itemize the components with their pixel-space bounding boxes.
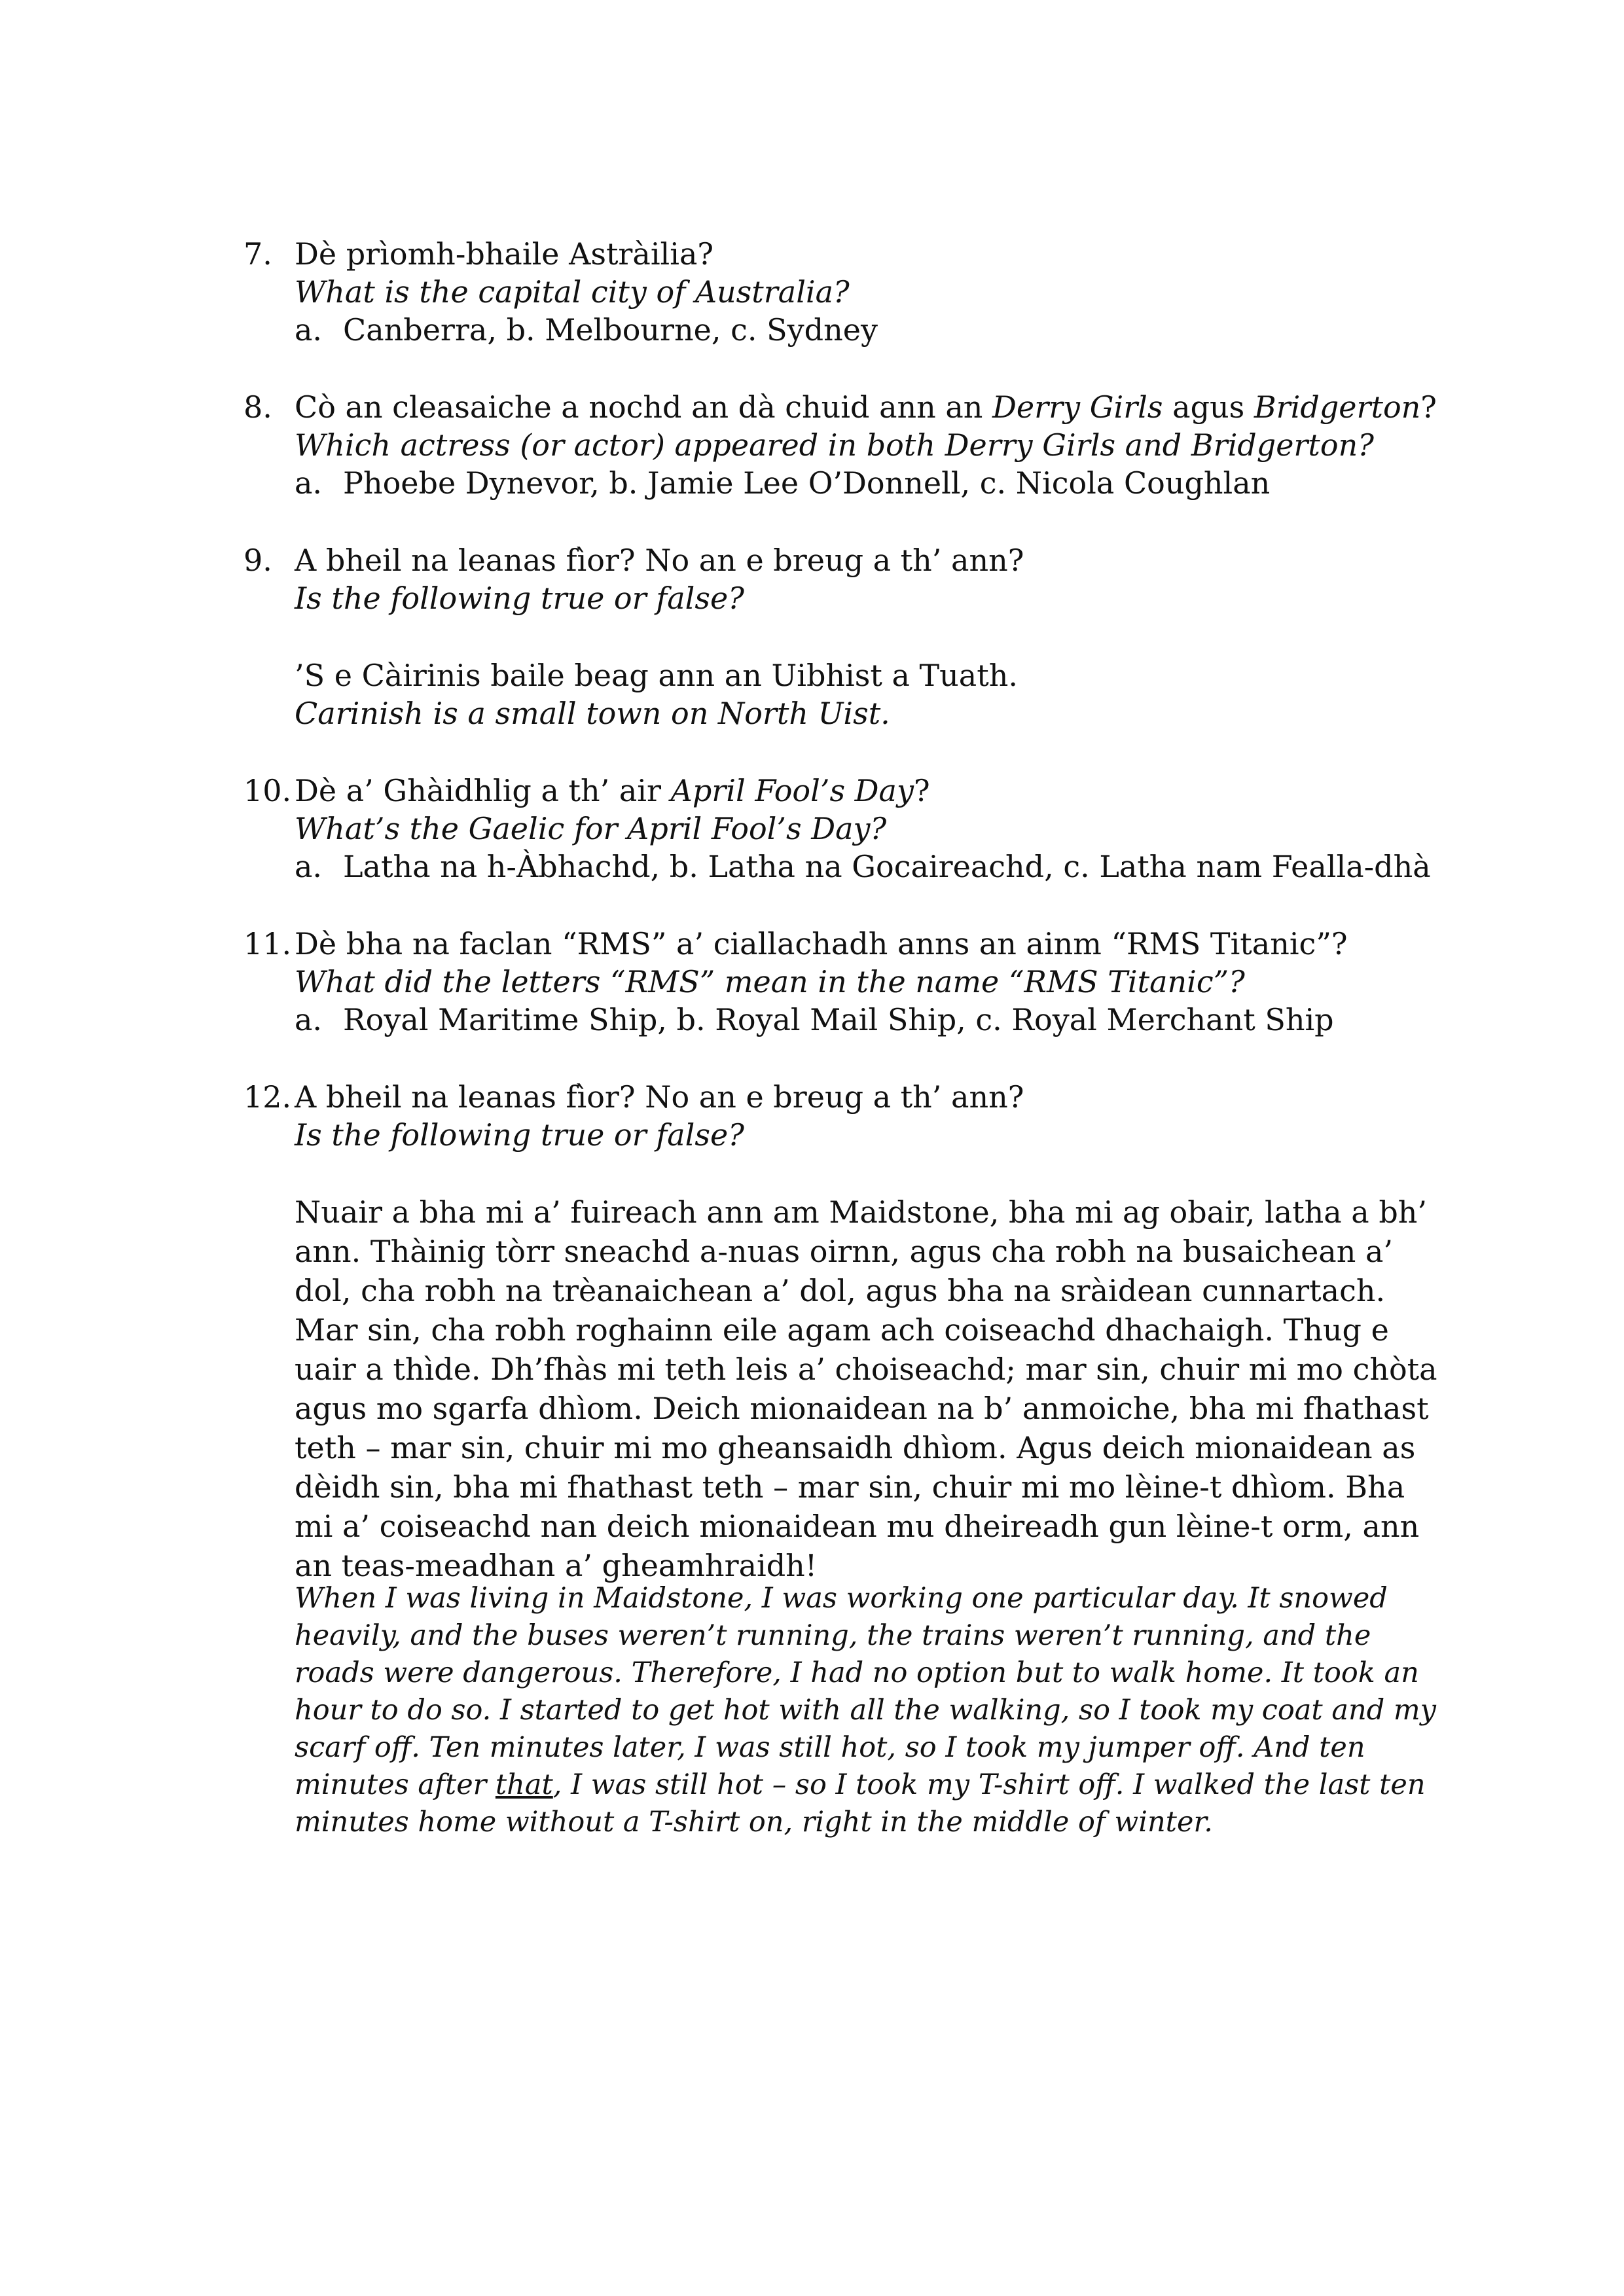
question-mark: ? (1420, 389, 1437, 425)
answer-options: Latha na h-Àbhachd, b. Latha na Gocaireachd, c. Latha nam Fealla-dhà (343, 849, 1431, 884)
option-letter: a. (295, 465, 323, 501)
answer-options: Royal Maritime Ship, b. Royal Mail Ship, c. Royal Merchant Ship (343, 1002, 1334, 1037)
question-gaelic: Dè bha na faclan “RMS” a’ ciallachadh anns an ainm “RMS Titanic”? (295, 926, 1348, 961)
question-gaelic (295, 771, 930, 810)
question-number: 8. (244, 389, 272, 425)
emphasis-that: that (495, 1768, 553, 1801)
answer-options: Canberra, b. Melbourne, c. Sydney (343, 312, 878, 348)
option-letter: a. (295, 312, 323, 348)
story-gaelic: Nuair a bha mi a’ fuireach ann am Maidstone, bha mi ag obair, latha a bh’ ann. Thàinig tòrr sneachd a-nuas oirnn, agus cha robh na busaichean a’ dol, cha robh na trèanaichean a’ dol, agus bha na sràidean cunnartach. Mar sin, cha robh roghainn eile agam ach coiseachd dhachaigh. Thug e uair a thìde. Dh’fhàs mi teth leis a’ choiseachd; mar sin, chuir mi mo chòta agus mo sgarfa dhìom. Deich mionaidean na b’ anmoiche, bha mi fhathast teth – mar sin, chuir mi mo gheansaidh dhìom. Agus deich mionaidean as dèidh sin, bha mi fhathast teth – mar sin, chuir mi mo lèine-t dhìom. Bha mi a’ coiseachd nan deich mionaidean mu dheireadh gun lèine-t orm, ann an teas-meadhan a’ gheamhraidh! (295, 1194, 1437, 1583)
question-number: 10. (244, 773, 292, 808)
story-english-text: , I was still hot – so I took my T-shirt off. I walked the last ten minutes home without a T-shirt on, right in the middle of winter. (295, 1768, 1426, 1839)
question-gaelic (295, 387, 1437, 427)
statement-english: Carinish is a small town on North Uist. (295, 696, 890, 731)
question-english: What is the capital city of Australia? (295, 274, 850, 310)
question-mark: ? (913, 773, 930, 808)
question-gaelic-text: Cò an cleasaiche a nochd an dà chuid ann an (295, 389, 993, 425)
question-number: 7. (244, 236, 272, 272)
question-number: 12. (244, 1079, 292, 1115)
question-gaelic: A bheil na leanas fìor? No an e breug a th’ ann? (295, 543, 1024, 578)
question-gaelic: A bheil na leanas fìor? No an e breug a th’ ann? (295, 1079, 1024, 1115)
question-number: 11. (244, 926, 292, 961)
question-english: Which actress (or actor) appeared in both Derry Girls and Bridgerton? (295, 427, 1374, 463)
question-gaelic: Dè prìomh-bhaile Astràilia? (295, 236, 714, 272)
question-number: 9. (244, 543, 272, 578)
question-english: Is the following true or false? (295, 1117, 744, 1153)
option-letter: a. (295, 1002, 323, 1037)
statement-gaelic: ’S e Càirinis baile beag ann an Uibhist a Tuath. (295, 658, 1018, 693)
question-english: What’s the Gaelic for April Fool’s Day? (295, 811, 887, 846)
question-english: Is the following true or false? (295, 581, 744, 616)
title-derry-girls: Derry Girls (992, 389, 1163, 425)
question-english: What did the letters “RMS” mean in the name “RMS Titanic”? (295, 964, 1245, 999)
question-gaelic-text: Dè a’ Ghàidhlig a th’ air (295, 773, 671, 808)
answer-options: Phoebe Dynevor, b. Jamie Lee O’Donnell, c. Nicola Coughlan (343, 465, 1271, 501)
title-bridgerton: Bridgerton (1254, 389, 1421, 425)
story-english (295, 1580, 1447, 1841)
question-gaelic-text: agus (1163, 389, 1254, 425)
term-april-fools-day: April Fool’s Day (670, 773, 914, 808)
story-english-text: When I was living in Maidstone, I was working one particular day. It snowed heavily, and the buses weren’t running, the trains weren’t running, and the roads were dangerous. Therefore, I had no option but to walk home. It took an hour to do so. I started to get hot with all the walking, so I took my coat and my scarf off. Ten minutes later, I was still hot, so I took my jumper off. And ten minutes after (295, 1582, 1436, 1801)
option-letter: a. (295, 849, 323, 884)
